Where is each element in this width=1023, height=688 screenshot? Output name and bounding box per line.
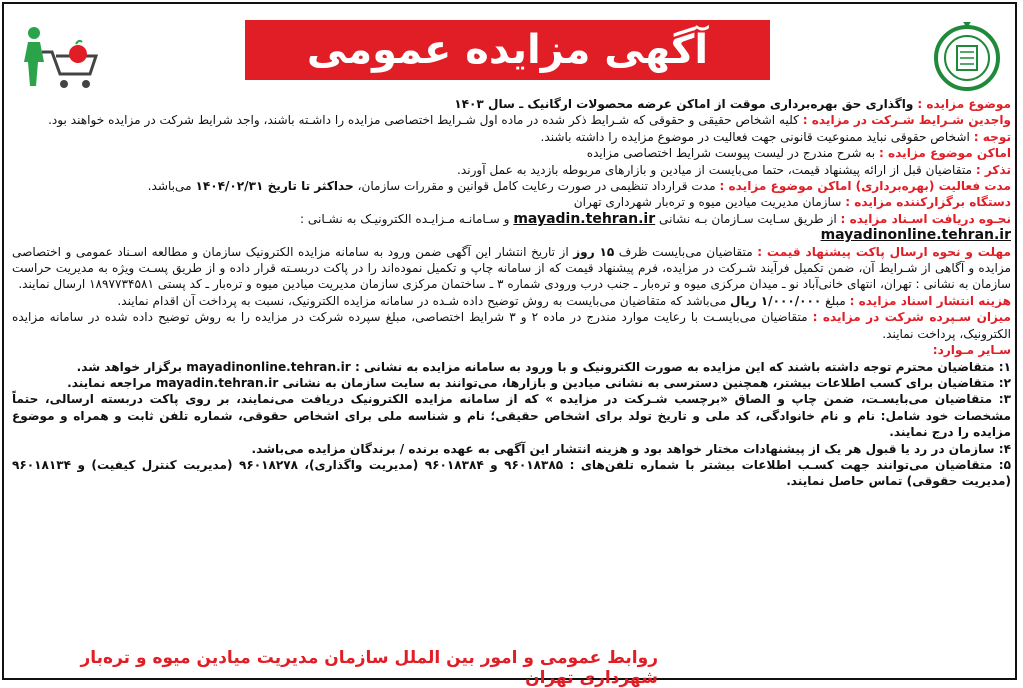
documents-paragraph: نحـوه دریافت اسـناد مزایده : از طریق سـایت سـازمان بـه نشانی mayadin.tehran.ir و سـامانـه مـزایـده الکترونیـک به نشـانی : mayadinonline.tehran.ir [299,210,1011,244]
note-paragraph: توجه : اشخاص حقوقی نباید ممنوعیت قانونی جهت فعالیت در موضوع مزایده را داشته باشند. [540,129,1011,144]
places-paragraph: اماکن موضوع مزایده : به شرح مندرج در لیست پیوست شرایط اختصاصی مزایده [586,146,1011,161]
site-link-mayadin[interactable]: mayadin.tehran.ir [513,210,656,227]
conditions-paragraph: واجدین شـرایط شـرکت در مزایده : کلیه اشخاص حقیقی و حقوقی که شـرایط ذکر شده در ماده اول شـرایط اختصاصی مزایده را داشـته باشند، واجد شرایط شرکت در مزایده خواهند بود. [48,113,1011,128]
notice-body [12,96,1011,490]
list-item: ۵: متقاضیان می‌توانند جهت کسـب اطلاعات بیشتر با شماره تلفن‌های : ۹۶۰۱۸۳۸۵ و ۹۶۰۱۸۳۸۴ (مدیریت واگذاری)، ۹۶۰۱۸۲۷۸ (مدیریت کنترل کیفیت) و ۹۶۰۱۸۱۳۴ (مدیریت حقوقی) تماس حاصل نمایند. [12,457,1011,489]
duration-paragraph: مدت فعالیت (بهره‌برداری) اماکن موضوع مزایده : مدت قرارداد تنظیمی در صورت رعایت کامل قوانین و مقررات سازمان، حداکثر تا تاریخ ۱۴۰۴/۰۲/۳۱ می‌باشد. [147,179,1011,194]
organizer-paragraph: دستگاه برگزارکننده مزایده : سازمان مدیریت میادین میوه و تره‌بار شهرداری تهران [573,195,1011,210]
deposit-paragraph: میزان سـپرده شرکت در مزایده : متقاضیان می‌بایسـت با رعایت موارد مندرج در ماده ۲ و ۳ شرایط اختصاصی، مبلغ سپرده شرکت در مزایده را به روش توضیح داده شده در سامانه مزایده الکترونیک، پرداخت نمایند. [12,310,1011,341]
list-item: ۳: متقاضیان می‌بایسـت، ضمن چاپ و الصاق «برچسب شـرکت در مزایده » که از سامانه مزایده الکترونیک دریافت می‌نمایند، بر روی پاکت دربسته ارسالی، حتماً مشخصات خود شامل: نام و نام خانوادگی، کد ملی و تاریخ تولد برای اشخاص حقیقی؛ نام و شناسه ملی برای اشخاص حقوقی، شماره تلفن ثابت و همراه و موضوع مزایده را درج نمایند. [12,392,1011,440]
reminder-paragraph: تذکر : متقاضیان قبل از ارائه پیشنهاد قیمت، حتما می‌بایست از میادین و بازارهای مربوطه بازدید به عمل آورند. [457,162,1011,177]
subject-paragraph: موضوع مزایده : واگذاری حق بهره‌برداری موقت از اماکن عرضه محصولات ارگانیک ـ سال ۱۴۰۳ [454,97,1011,111]
page-title: آگهی مزایده عمومی [245,20,770,80]
shopping-cart-person-icon [18,24,100,90]
list-item: ۲: متقاضیان برای کسب اطلاعات بیشتر، همچنین دسترسی به نشانی میادین و بازارها، می‌توانند به سایت سازمان به نشانی mayadin.tehran.ir مراجعه نمایند. [67,375,1011,390]
other-items-heading: سـایر مـوارد: [932,343,1011,358]
list-item: ۱: متقاضیان محترم توجه داشته باشند که این مزایده به صورت الکترونیک و با ورود به سامانه مزایده به نشانی : mayadinonline.tehran.ir برگزار خواهد شد. [76,359,1011,374]
deadline-paragraph: مهلت و نحوه ارسال پاکت پیشنهاد قیمت : متقاضیان می‌بایست ظرف ۱۵ روز از تاریخ انتشار این آگهی ضمن ورود به سامانه مزایده الکترونیک سازمان و مطالعه اسـناد عمومی و اختصاصی مزایده و آگاهی از شـرایط آن، ضمن تکمیل فرآیند شـرکت در مزایده، فرم پیشنهاد قیمت که از سامانه چاپ و تکمیل نموده‌اند را در پاکت دربسـته قرار داده و از طریق پسـت ویژه به مدیریت حراست سازمان به نشانی : تهران، انتهای خانی‌آباد نو ـ میدان مرکزی میوه و تره‌بار ـ جنب درب ورودی شماره ۳ ـ ساختمان مرکزی سازمان مدیریت میادین میوه و تره‌بار ـ کد پستی ۱۸۹۷۷۳۴۵۸۱ ارسال نمایند. [12,244,1011,292]
site-link-mayadinonline[interactable]: mayadinonline.tehran.ir [820,227,1011,244]
fee-paragraph: هزینه انتشار اسناد مزایده : مبلغ ۱/۰۰۰/۰۰۰ ریال می‌باشد که متقاضیان می‌بایست به روش توضیح داده شـده در سامانه مزایده الکترونیک، نسبت به پرداخت آن اقدام نمایند. [117,293,1011,308]
list-item: ۴: سازمان در رد یا قبول هر یک از پیشنهادات مختار خواهد بود و هزینه انتشار این آگهی به عهده برنده / برندگان مزایده می‌باشد. [251,441,1011,456]
tehran-municipality-logo-icon [930,18,1004,92]
header [0,0,1023,92]
footer-signature: روابط عمومی و امور بین الملل سازمان مدیریت میادین میوه و تره‌بار شهرداری تهران [80,648,658,688]
